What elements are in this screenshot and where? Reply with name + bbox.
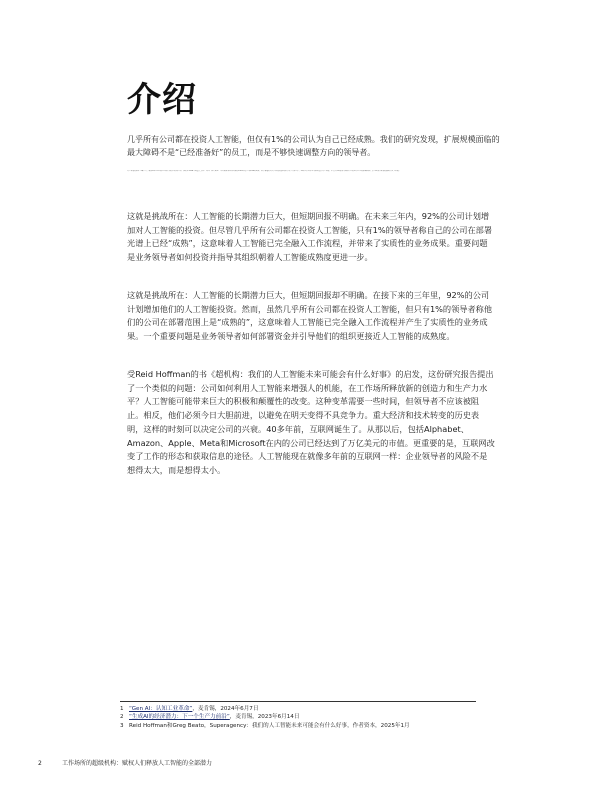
footnote-number: 3 [120, 722, 124, 729]
footnote-link-1[interactable]: “Gen AI：认知工业革命” [129, 706, 193, 712]
footnote-divider [120, 701, 476, 702]
body-paragraph-3: 受Reid Hoffman的书《超机构：我们的人工智能未来可能会有什么好事》的启发，这份研究报告提出了一个类似的问题：公司如何利用人工智能来增强人的机能，在工作场所释放新的创造力和生产力水平？人工智能可能带来巨大的积极和颠覆性的改变。这种变革需要一些时间，但领导者不应该被阻止。相反，他们必须今日大胆前进，以避免在明天变得不具竞争力。重大经济和技术转变的历史表明，这样的时刻可以决定公司的兴衰。40多年前，互联网诞生了。从那以后，包括Alphabet、Amazon、Apple、Meta和Microsoft在内的公司已经达到了万亿美元的市值。更重要的是，互联网改变了工作的形态和获取信息的途径。人工智能现在就像多年前的互联网一样：企业领导者的风险不是想得太大，而是想得太小。 [127, 369, 495, 475]
footnote-link-2[interactable]: “生成AI的经济潜力：下一个生产力前沿” [129, 714, 230, 721]
footnote-number: 2 [120, 714, 124, 721]
footnote-2 [120, 713, 540, 721]
intro-paragraph: 几乎所有公司都在投资人工智能，但仅有1%的公司认为自己已经成熟。我们的研究发现，扩展规模面临的最大障碍不是“已经准备好”的员工，而是不够快速调整方向的领导者。 [127, 135, 500, 157]
footnote-number: 1 [120, 706, 124, 712]
footnote-source: ，麦肯锡，2024年6月7日 [192, 706, 259, 712]
footnote-source: Reid Hoffman和Greg Beato，Superagency：我们的人工智能未来可能会有什么好事，作者资本，2025年1月 [129, 722, 410, 729]
page-footer [38, 758, 212, 767]
footnote-source: ，麦肯锡，2023年6月14日 [229, 714, 300, 721]
page-number: 2 [38, 760, 42, 767]
body-paragraph-1: 这就是挑战所在：人工智能的长期潜力巨大，但短期回报不明确。在未来三年内，92%的公司计划增加对人工智能的投资。但尽管几乎所有公司都在投资人工智能，只有1%的领导者称自己的公司在部署光谱上已经“成熟”，这意味着人工智能已完全融入工作流程，并带来了实质性的业务成果。重要问题是业务领导者如何投资并指导其组织朝着人工智能成熟度更进一步。 [127, 211, 493, 263]
footnotes [120, 705, 540, 730]
fineprint-text: 人工智能的潜在力量巨大，就像20世纪初的电力和后来的互联网一样。我们在2024年调查了美国、英国、澳大利亚、印度和新加坡等国家的3,613名员工和238名高管，以了解他们对人工智能的态度和行动。结果显示，虽然几乎所有公司都在投资人工智能，但只有1%的领导者称自己的公司已达到成熟阶段。员工比领导者更愿意使用人工智能。 [127, 170, 401, 172]
footnote-1 [120, 705, 540, 713]
footnote-3 [120, 722, 540, 730]
body-paragraph-2: 这就是挑战所在：人工智能的长期潜力巨大，但短期回报却不明确。在接下来的三年里，92%的公司计划增加他们的人工智能投资。然而，虽然几乎所有公司都在投资人工智能，但只有1%的领导者称他们的公司在部署范围上是“成熟的”，这意味着人工智能已完全融入工作流程并产生了实质性的业务成果。一个重要问题是业务领导者如何部署资金并引导他们的组织更接近人工智能的成熟度。 [127, 290, 493, 342]
page-title: 介绍 [127, 80, 197, 120]
footer-title: 工作场所的超级机构：赋权人们释放人工智能的全部潜力 [62, 760, 213, 767]
